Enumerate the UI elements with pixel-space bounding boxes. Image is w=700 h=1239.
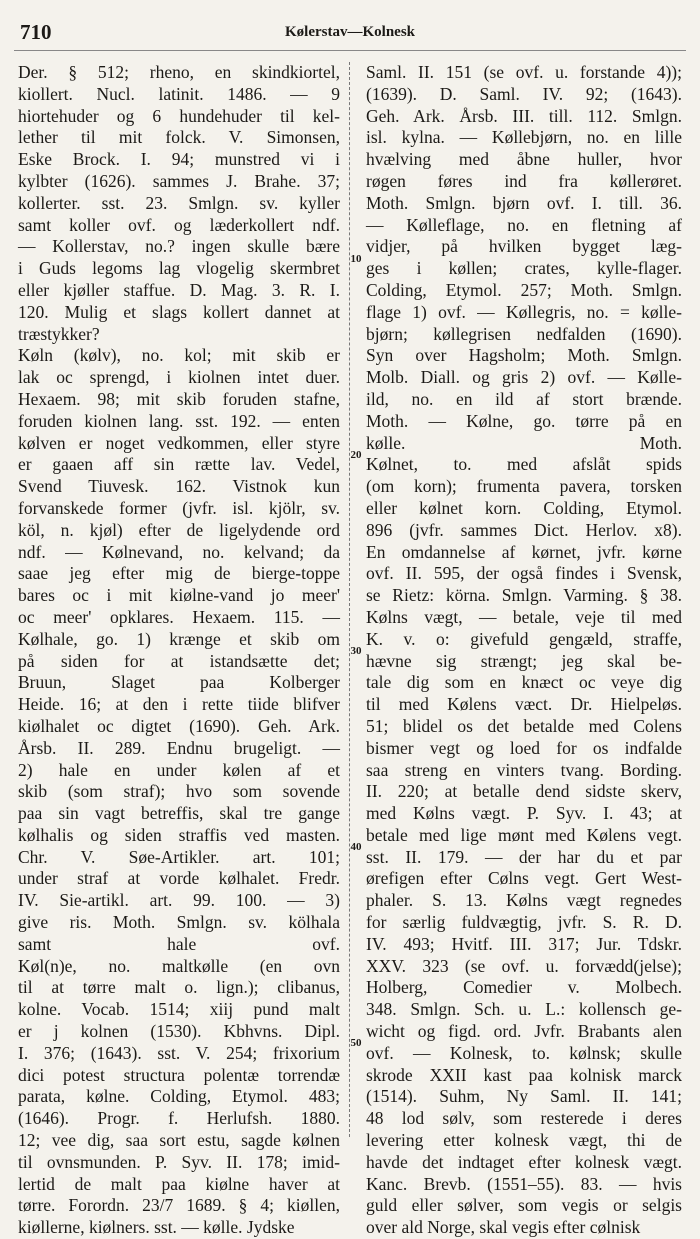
- text-line: Bruun, Slaget paa Kolberger: [18, 672, 340, 693]
- text-line: 2) hale en under kølen af et: [18, 759, 340, 780]
- text-line: I. 376; (1643). sst. V. 254; frixorium: [18, 1042, 340, 1063]
- text-line: En omdannelse af kørnet, jvfr. kørne: [366, 541, 682, 562]
- text-line: ndf. — Kølnevand, no. kelvand; da: [18, 541, 340, 562]
- text-line: flage 1) ovf. — Køllegris, no. = kølle-: [366, 301, 682, 322]
- text-line: 896 (jvfr. sammes Dict. Herlov. x8).: [366, 519, 682, 540]
- text-line: Svend Tiuvesk. 162. Vistnok kun: [18, 476, 340, 497]
- line-number-marker: 40: [350, 841, 362, 853]
- line-number-marker: 20: [350, 449, 362, 461]
- text-line: K. v. o: givefuld gengæld, straffe,: [366, 628, 682, 649]
- text-line: vidjer, på hvilken bygget læg-: [366, 236, 682, 257]
- text-line: ovf. — Kolnesk, to. kølnsk; skulle: [366, 1042, 682, 1063]
- text-line: phaler. S. 13. Kølns vægt regnedes: [366, 890, 682, 911]
- text-line: Moth. Smlgn. bjørn ovf. I. till. 36.: [366, 192, 682, 213]
- text-line: (1639). D. Saml. IV. 92; (1643).: [366, 83, 682, 104]
- line-number-marker: 10: [350, 253, 362, 265]
- text-line: Moth. — Kølne, go. tørre på en: [366, 410, 682, 431]
- text-line: isl. kylna. — Køllebjørn, no. en lille: [366, 127, 682, 148]
- text-line: røgen føres ind fra køllerøret.: [366, 170, 682, 191]
- text-line: guld eller sølver, som vegis or selgis: [366, 1195, 682, 1216]
- text-line: Holberg, Comedier v. Molbech.: [366, 977, 682, 998]
- text-line: sst. II. 179. — der har du et par: [366, 846, 682, 867]
- text-line: Årsb. II. 289. Endnu brugeligt. —: [18, 737, 340, 758]
- column-divider: [349, 62, 350, 1137]
- text-line: bares oc i mit kiølne-vand jo meer': [18, 585, 340, 606]
- text-line: 12; vee dig, saa sort estu, sagde kølnen: [18, 1130, 340, 1151]
- text-line: samt hale ovf.: [18, 933, 340, 954]
- text-line: — Kølleflage, no. en fletning af: [366, 214, 682, 235]
- text-line: kylbter (1626). sammes J. Brahe. 37;: [18, 170, 340, 191]
- text-line: ild, no. en ild af stort brænde.: [366, 388, 682, 409]
- text-line: til ovnsmunden. P. Syv. II. 178; imid-: [18, 1151, 340, 1172]
- text-line: ovf. II. 595, der også findes i Svensk,: [366, 563, 682, 584]
- text-line: IV. Sie-artikl. art. 99. 100. — 3): [18, 890, 340, 911]
- text-line: (om korn); frumenta pavera, torsken: [366, 476, 682, 497]
- page-number: 710: [20, 20, 52, 44]
- text-line: ges i køllen; crates, kylle-flager.: [366, 258, 682, 279]
- text-line: ørefigen efter Cølns vegt. Gert West-: [366, 868, 682, 889]
- text-line: træstykker?: [18, 323, 100, 344]
- text-line: paa sin vagt betreffis, skal tre gange: [18, 803, 340, 824]
- text-line: Kanc. Brevb. (1551–55). 83. — hvis: [366, 1173, 682, 1194]
- text-line: skrode XXII kast paa kolnisk marck: [366, 1064, 682, 1085]
- text-line: Hexaem. 98; mit skib foruden stafne,: [18, 388, 340, 409]
- right-column: [366, 62, 682, 1238]
- text-line: er j kolnen (1530). Kbhvns. Dipl.: [18, 1021, 340, 1042]
- text-line: II. 220; at betalle dend sidste skerv,: [366, 781, 682, 802]
- text-line: hævne sig strængt; jeg skal be-: [366, 650, 682, 671]
- text-line: kiollert. Nucl. latinit. 1486. — 9: [18, 83, 340, 104]
- text-line: Køln (kølv), no. kol; mit skib er: [18, 345, 340, 366]
- text-line: oc meer' opklares. Hexaem. 115. —: [18, 606, 340, 627]
- text-line: lak oc sprengd, i kiolnen intet duer.: [18, 367, 340, 388]
- text-line: Saml. II. 151 (se ovf. u. forstande 4));: [366, 62, 682, 82]
- running-head: Kølerstav—Kolnesk: [285, 24, 415, 40]
- text-line: betale med lige mønt med Kølens vegt.: [366, 824, 682, 845]
- text-line: (1514). Suhm, Ny Saml. II. 141;: [366, 1086, 682, 1107]
- text-line: for særlig fuldvægtig, jvfr. S. R. D.: [366, 912, 682, 933]
- text-line: kølhalis og siden straffis ved masten.: [18, 824, 340, 845]
- text-line: Kølhale, go. 1) krænge et skib om: [18, 628, 340, 649]
- text-line: i Guds legoms lag vlogelig skermbret: [18, 258, 340, 279]
- text-line: Geh. Ark. Årsb. III. till. 112. Smlgn.: [366, 105, 682, 126]
- text-line: levering etter kolnesk vægt, thi de: [366, 1130, 682, 1151]
- text-line: 48 lod sølv, som resterede i deres: [366, 1108, 682, 1129]
- line-number-marker: 30: [350, 645, 362, 657]
- text-line: kiølhalet oc digtet (1690). Geh. Ark.: [18, 715, 340, 736]
- text-line: forvanskede former (jvfr. isl. kjölr, sv.: [18, 497, 340, 518]
- text-line: 120. Mulig et slags kollert dannet at: [18, 301, 340, 322]
- text-line: til med Kølens væct. Dr. Hielpeløs.: [366, 694, 682, 715]
- text-line: bjørn; køllegrisen nedfalden (1690).: [366, 323, 682, 344]
- text-line: til at tørre malt o. lign.); clibanus,: [18, 977, 340, 998]
- text-line: Chr. V. Søe-Artikler. art. 101;: [18, 846, 340, 867]
- text-line: lether til mit folck. V. Simonsen,: [18, 127, 340, 148]
- text-line: eller kølnet korn. Colding, Etymol.: [366, 497, 682, 518]
- text-line: 51; blidel os det betalde med Colens: [366, 715, 682, 736]
- text-line: Kølns vægt, — betale, veje til med: [366, 606, 682, 627]
- text-line: se Rietz: körna. Smlgn. Varming. § 38.: [366, 585, 682, 606]
- text-line: saae jeg efter mig de bierge-toppe: [18, 563, 340, 584]
- text-line: kølle. Moth.: [366, 432, 682, 453]
- text-line: med Kølns vægt. P. Syv. I. 43; at: [366, 803, 682, 824]
- page-header: [14, 14, 686, 51]
- text-line: Kølnet, to. med afslåt spids: [366, 454, 682, 475]
- text-line: give ris. Moth. Smlgn. sv. kölhala: [18, 912, 340, 933]
- text-line: parata, kølne. Colding, Etymol. 483;: [18, 1086, 340, 1107]
- text-line: Køl(n)e, no. maltkølle (en ovn: [18, 955, 340, 976]
- left-column: [18, 62, 340, 1238]
- text-line: kolne. Vocab. 1514; xiij pund malt: [18, 999, 340, 1020]
- text-line: wicht og figd. ord. Jvfr. Brabants alen: [366, 1021, 682, 1042]
- text-line: kølven er noget vedkommen, eller styre: [18, 432, 340, 453]
- text-line: IV. 493; Hvitf. III. 317; Jur. Tdskr.: [366, 933, 682, 954]
- text-line: dici potest structura polentæ torrendæ: [18, 1064, 340, 1085]
- text-line: på siden for at istandsætte det;: [18, 650, 340, 671]
- text-line: foruden kiolnen lang. sst. 192. — enten: [18, 410, 340, 431]
- text-line: bismer vegt og loed for os indfalde: [366, 737, 682, 758]
- text-line: Syn over Hagsholm; Moth. Smlgn.: [366, 345, 682, 366]
- text-line: havde det indtaget efter kolnesk vægt.: [366, 1151, 682, 1172]
- text-line: kiøllerne, kiølners. sst. — kølle. Jydske: [18, 1217, 295, 1238]
- text-line: er gaaen aff sin rætte lav. Vedel,: [18, 454, 340, 475]
- text-line: kollerter. sst. 23. Smlgn. sv. kyller: [18, 192, 340, 213]
- text-line: eller kjøller staffue. D. Mag. 3. R. I.: [18, 279, 340, 300]
- text-line: Heide. 16; at den i rette tiide blifver: [18, 694, 340, 715]
- text-line: samt koller ovf. og læderkollert ndf.: [18, 214, 340, 235]
- text-line: 348. Smlgn. Sch. u. L.: kollensch ge-: [366, 999, 682, 1020]
- text-line: Eske Brock. I. 94; munstred vi i: [18, 149, 340, 170]
- text-line: over ald Norge, skal vegis efter cølnisk: [366, 1217, 641, 1238]
- text-line: XXV. 323 (se ovf. u. forvædd(jelse);: [366, 955, 682, 976]
- text-line: — Kollerstav, no.? ingen skulle bære: [18, 236, 340, 257]
- text-line: hiortehuder og 6 hundehuder til kel-: [18, 105, 340, 126]
- text-line: under straf at vorde kølhalet. Fredr.: [18, 868, 340, 889]
- text-line: lertid de malt paa kiølne haver at: [18, 1173, 340, 1194]
- text-line: tørre. Forordn. 23/7 1689. § 4; kiøllen,: [18, 1195, 340, 1216]
- text-line: Colding, Etymol. 257; Moth. Smlgn.: [366, 279, 682, 300]
- line-number-marker: 50: [350, 1037, 362, 1049]
- text-line: Der. § 512; rheno, en skindkiortel,: [18, 62, 340, 82]
- text-line: saa streng en vinters tvang. Bording.: [366, 759, 682, 780]
- text-line: (1646). Progr. f. Herlufsh. 1880.: [18, 1108, 340, 1129]
- text-line: Molb. Diall. og gris 2) ovf. — Kølle-: [366, 367, 682, 388]
- text-line: tale dig som en knæct oc veye dig: [366, 672, 682, 693]
- text-line: köl, n. kjøl) efter de ligelydende ord: [18, 519, 340, 540]
- text-line: hvælving med åbne huller, hvor: [366, 149, 682, 170]
- text-line: skib (som straf); hvo som sovende: [18, 781, 340, 802]
